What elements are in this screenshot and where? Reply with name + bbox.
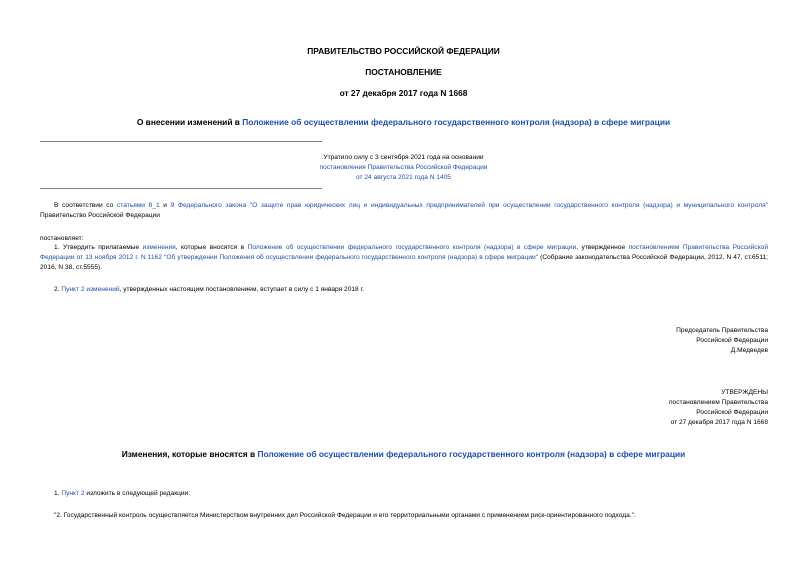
title-link[interactable]: Положение об осуществлении федерального государственного контроля (надзора) в сфере миграции [242, 117, 671, 127]
divider-top [40, 141, 322, 142]
doc-type: ПОСТАНОВЛЕНИЕ [365, 67, 442, 77]
item-1 [40, 243, 768, 273]
changes-title-prefix: Изменения, которые вносятся в [121, 449, 258, 459]
approved-line2: постановлением Правительства [668, 399, 768, 406]
item-text: , которые вносятся в [175, 244, 248, 251]
doc-date-number: от 27 декабря 2017 года N 1668 [339, 88, 468, 98]
link-decree-1162[interactable]: постановлением Правительства Российской Федерации от 13 ноября 2012 г. N 1162 "Об утверждении Положения об осуществлении федерального государственного контроля (надзора) в сфере миграции" [40, 244, 769, 261]
link-regulation[interactable]: Положение об осуществлении федерального государственного контроля (надзора) в сфере миграции [247, 244, 577, 251]
changes-title [0, 449, 807, 459]
link-article-8-1[interactable]: статьями 8_1 [116, 202, 160, 209]
preamble-text: и [159, 202, 171, 209]
status-note [0, 153, 807, 183]
signature-line3: Д.Медведев [730, 347, 768, 354]
signature-block [560, 326, 768, 356]
link-changes[interactable]: изменения [142, 244, 176, 251]
change-text: изложить в следующей редакции: [84, 490, 191, 497]
changes-title-link[interactable]: Положение об осуществлении федерального государственного контроля (надзора) в сфере миграции [257, 449, 686, 459]
preamble [40, 201, 768, 221]
title-prefix: О внесении изменений в [136, 117, 243, 127]
status-note-link[interactable] [0, 163, 807, 183]
link-federal-law[interactable]: Федерального закона "О защите прав юридических лиц и индивидуальных предпринимателей при осуществлении государственного контроля (надзора) и муниципального контроля" [177, 202, 768, 209]
status-note-line1: Утратило силу с 3 сентября 2021 года на основании [323, 154, 484, 161]
approved-line1: УТВЕРЖДЕНЫ [721, 389, 768, 396]
item-text: 2. [54, 286, 62, 293]
approved-block [560, 388, 768, 428]
divider-bottom [40, 188, 322, 189]
link-article-9[interactable]: 9 [170, 202, 175, 209]
item-text: (Собрание законодательства Российской Федерации, 2012, N 47, ст.6511; 2016, N 38, ст.5555). [40, 254, 768, 271]
signature-line2: Российской Федерации [696, 337, 768, 344]
status-note-link-line2: постановления Правительства Российской Федерации [319, 164, 488, 171]
item-text: 1. Утвердить прилагаемые [54, 244, 143, 251]
change-text: 1. [54, 490, 62, 497]
approved-line3: Российской Федерации [696, 409, 768, 416]
preamble-text: Правительство Российской Федерации [40, 212, 160, 219]
decree-word: постановляет: [40, 235, 84, 242]
link-point-2-changes[interactable]: Пункт 2 изменений [61, 286, 120, 293]
signature-line1: Председатель Правительства [676, 327, 768, 334]
change-1 [54, 489, 190, 499]
org-name: ПРАВИТЕЛЬСТВО РОССИЙСКОЙ ФЕДЕРАЦИИ [307, 46, 500, 56]
item-text: , утвержденных настоящим постановлением, вступает в силу с 1 января 2018 г. [119, 286, 364, 293]
item-text: , утвержденное [576, 244, 629, 251]
status-note-link-line3: от 24 августа 2021 года N 1405 [356, 174, 451, 181]
item-2 [54, 285, 364, 295]
document-title [0, 117, 807, 127]
preamble-text: В соответствии со [54, 202, 117, 209]
change-1-text: "2. Государственный контроль осуществляется Министерством внутренних дел Российской Федерации и его территориальными органами с применением риск-ориентированного подхода.". [54, 512, 636, 519]
link-point-2[interactable]: Пункт 2 [61, 490, 85, 497]
approved-line4: от 27 декабря 2017 года N 1668 [670, 419, 768, 426]
